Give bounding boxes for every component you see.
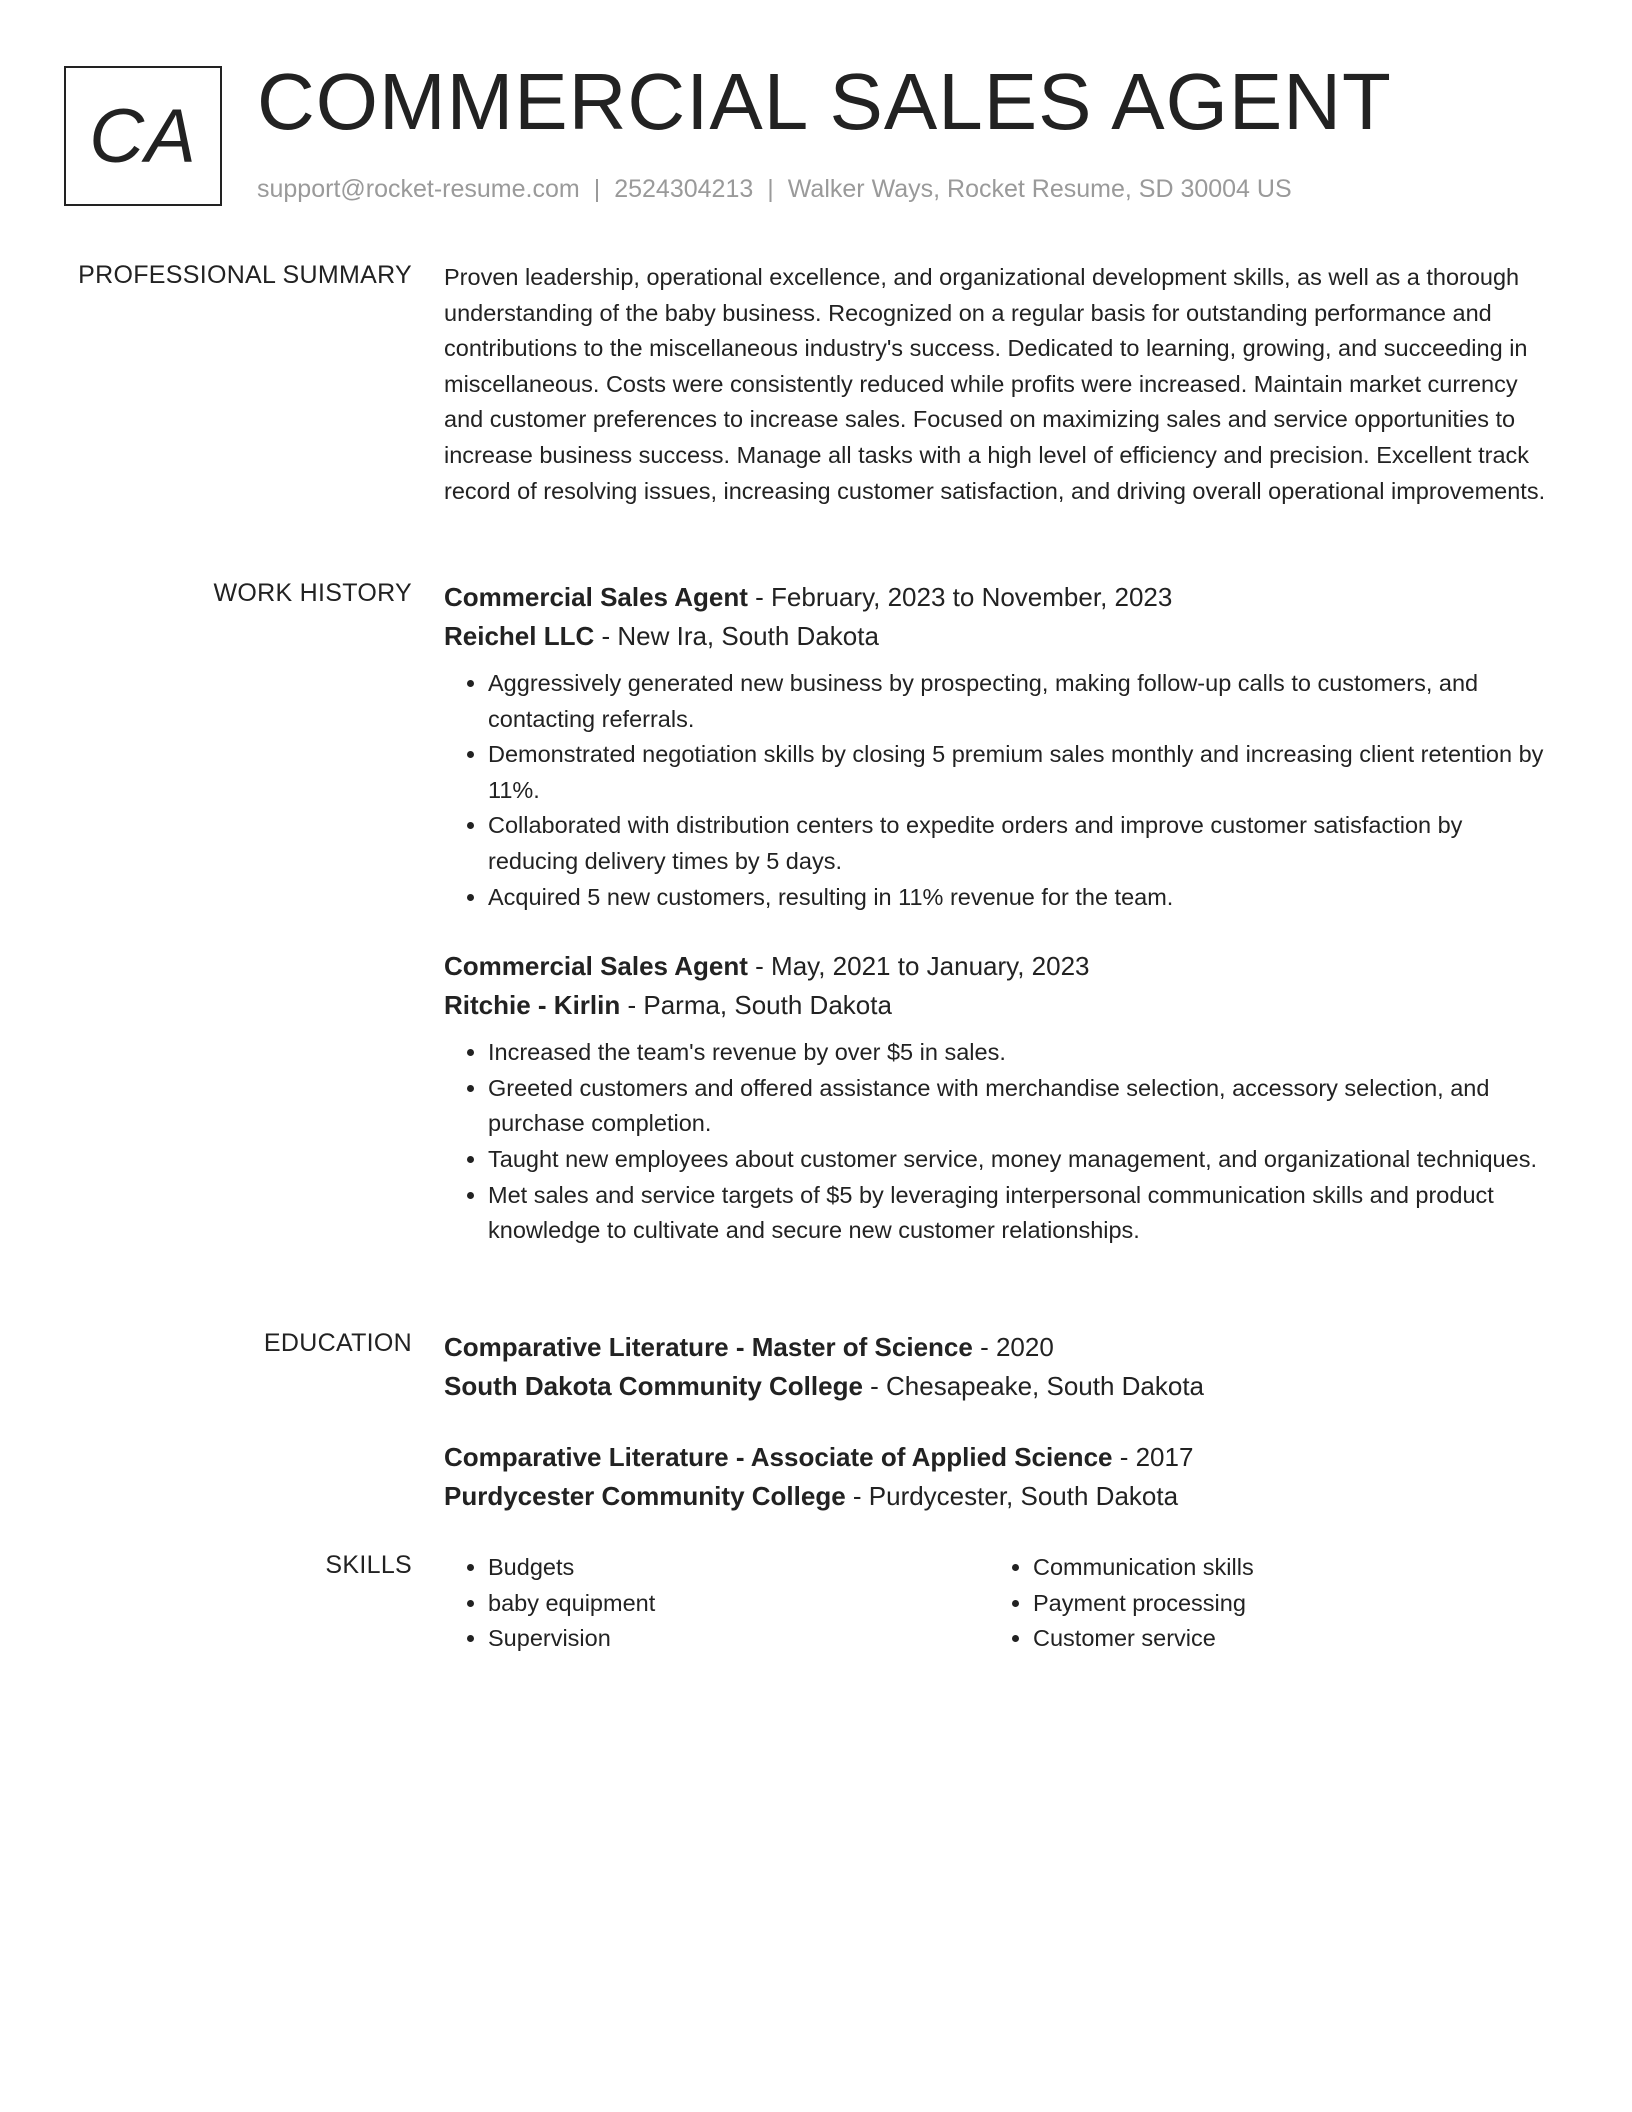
education-school: South Dakota Community College [444,1371,863,1401]
education-degree: Comparative Literature - Master of Science [444,1332,973,1362]
skill-item: • baby equipment [488,1586,989,1622]
job-bullet: • Acquired 5 new customers, resulting in 11% revenue for the team. [488,880,1554,916]
contact-separator: | [593,175,601,203]
job-company: Ritchie - Kirlin [444,990,621,1021]
job-bullet: • Aggressively generated new business by prospecting, making follow-up calls to customers, and contacting referrals. [488,666,1554,737]
job-bullet: • Collaborated with distribution centers to expedite orders and improve customer satisfaction by reducing delivery times by 5 days. [488,808,1554,879]
job-title: Commercial Sales Agent [444,951,748,982]
education-entry [444,1328,1554,1406]
job-company: Reichel LLC [444,621,595,651]
summary-body [444,260,1554,509]
education-degree: Comparative Literature - Associate of Applied Science [444,1442,1113,1472]
skills-column [444,1550,989,1657]
education-location: - Purdycester, South Dakota [845,1481,1179,1511]
skill-item: • Supervision [488,1621,989,1657]
education-year: - 2017 [1112,1442,1194,1472]
contact-line [257,174,1292,204]
section-label-education: EDUCATION [263,1329,412,1357]
section-label-work: WORK HISTORY [213,579,412,607]
job-title-line [444,578,1554,617]
job-bullet: • Greeted customers and offered assistance with merchandise selection, accessory selection, and purchase completion. [488,1071,1554,1142]
job-bullet: • Increased the team's revenue by over $5 in sales. [488,1035,1554,1071]
job-bullet: • Demonstrated negotiation skills by closing 5 premium sales monthly and increasing client retention by 11%. [488,737,1554,808]
job-location: - New Ira, South Dakota [594,621,879,651]
monogram-badge: CA [64,66,222,206]
skills-body [444,1550,1554,1657]
job-company-line [444,617,1554,656]
education-school: Purdycester Community College [444,1481,846,1511]
job-location: - Parma, South Dakota [620,990,892,1021]
job-dates: - May, 2021 to January, 2023 [747,951,1090,982]
education-school-line [444,1477,1554,1516]
resume-title: COMMERCIAL SALES AGENT [257,57,1392,146]
education-degree-line [444,1328,1554,1367]
education-year: - 2020 [972,1332,1054,1362]
summary-text: Proven leadership, operational excellence, and organizational development skills, as well as a thorough understanding of the baby business. Recognized on a regular basis for outstanding performance and contributions to the miscellaneous industry's success. Dedicated to learning, growing, and succeeding in miscellaneous. Costs were consistently reduced while profits were increased. Maintain market currency and customer preferences to increase sales. Focused on maximizing sales and service opportunities to increase business success. Manage all tasks with a high level of efficiency and precision. Excellent track record of resolving issues, increasing customer satisfaction, and driving overall operational improvements. [444,264,1546,504]
job-bullets [444,1035,1554,1249]
job-bullet: • Met sales and service targets of $5 by leveraging interpersonal communication skills and product knowledge to cultivate and secure new customer relationships. [488,1178,1554,1249]
job-company-line [444,986,1554,1025]
contact-address: Walker Ways, Rocket Resume, SD 30004 US [787,175,1292,203]
contact-phone: 2524304213 [614,175,754,203]
work-history-body [444,578,1554,1249]
job-title: Commercial Sales Agent [444,582,748,612]
contact-email: support@rocket-resume.com [257,175,580,203]
education-body [444,1328,1554,1516]
skills-grid [444,1550,1554,1657]
section-label-summary: PROFESSIONAL SUMMARY [78,261,412,289]
job-entry [444,947,1554,1249]
skill-item: • Budgets [488,1550,989,1586]
job-entry [444,578,1554,915]
education-degree-line [444,1438,1554,1477]
job-dates: - February, 2023 to November, 2023 [747,582,1173,612]
skill-item: • Customer service [1033,1621,1534,1657]
skills-column [989,1550,1534,1657]
skill-item: • Payment processing [1033,1586,1534,1622]
education-location: - Chesapeake, South Dakota [862,1371,1205,1401]
education-entry [444,1438,1554,1516]
contact-separator: | [767,175,774,203]
education-school-line [444,1367,1554,1406]
job-title-line [444,947,1554,986]
job-bullet: • Taught new employees about customer service, money management, and organizational techniques. [488,1142,1554,1178]
job-bullets [444,666,1554,915]
section-label-skills: SKILLS [325,1551,412,1579]
skill-item: • Communication skills [1033,1550,1534,1586]
